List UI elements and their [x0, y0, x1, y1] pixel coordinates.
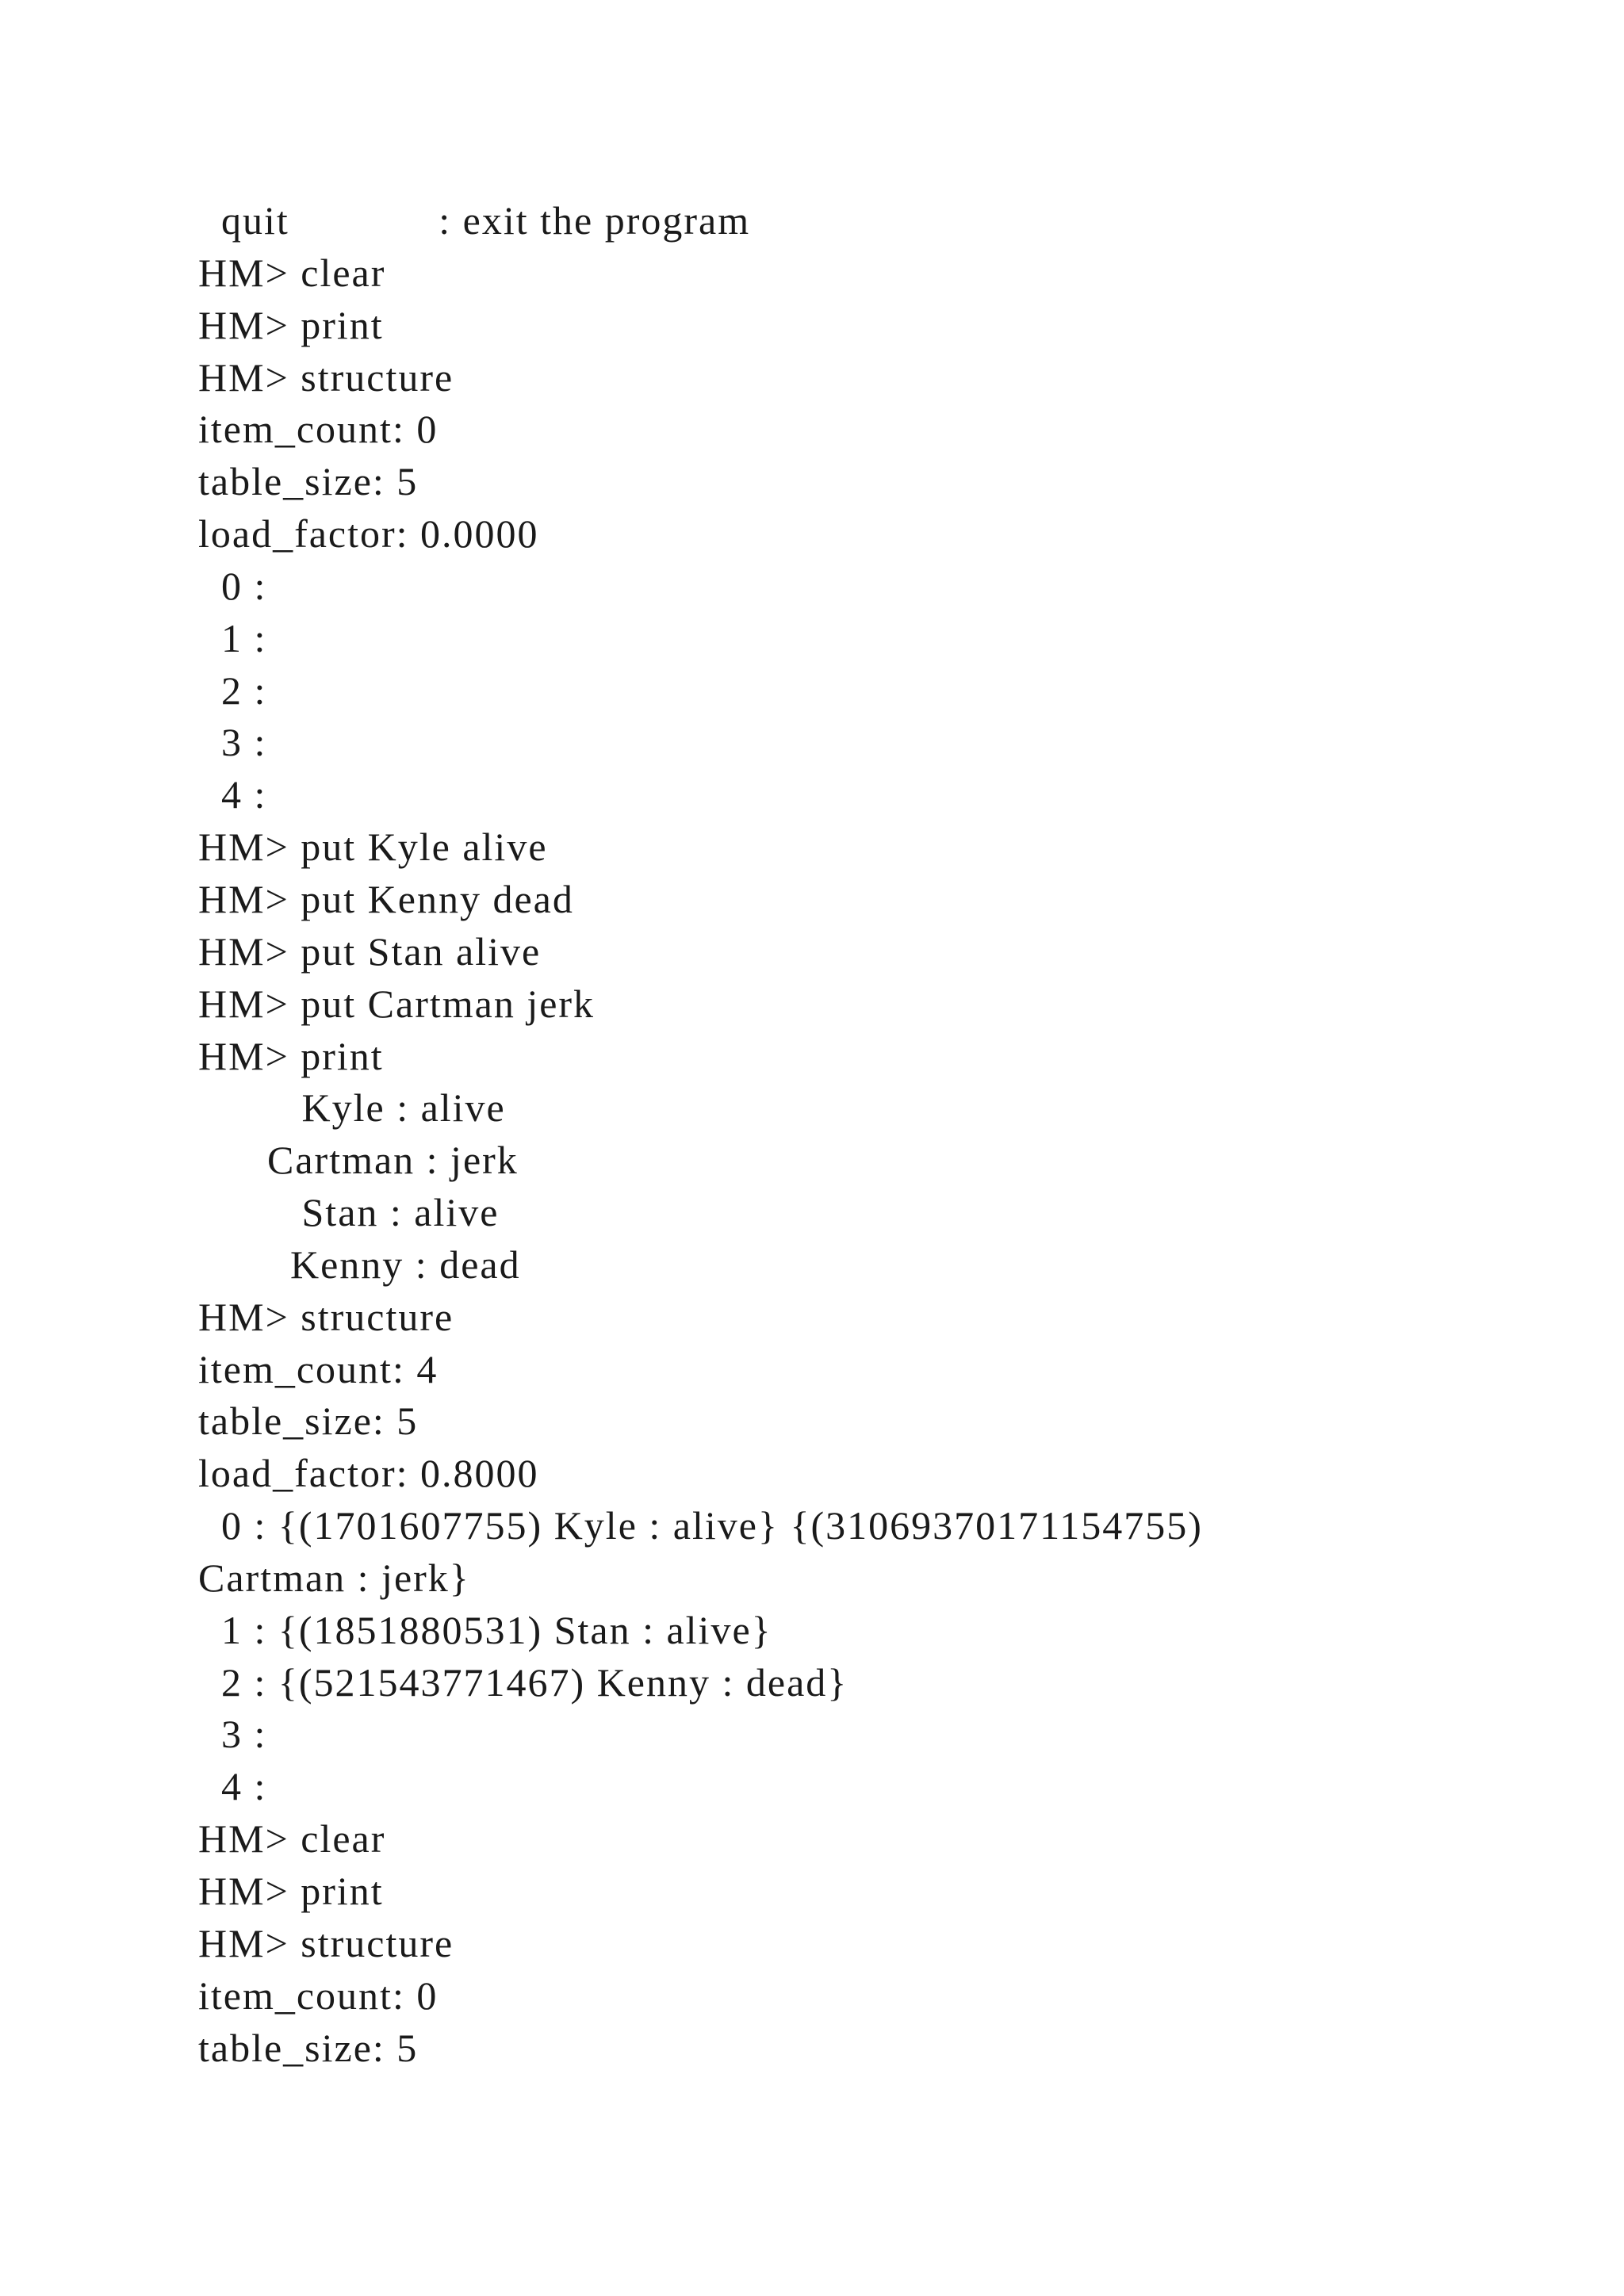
output-line: Kyle : alive: [198, 1085, 506, 1131]
output-line: item_count: 0: [198, 1973, 439, 2018]
bucket-line: 1 :: [198, 615, 278, 660]
command-line: HM> put Kyle alive: [198, 825, 548, 870]
output-line: Stan : alive: [198, 1190, 500, 1235]
output-line: item_count: 4: [198, 1346, 439, 1391]
help-line-quit: quit : exit the program: [198, 198, 751, 243]
command-line: HM> structure: [198, 1920, 454, 1965]
bucket-line: 3 :: [198, 1712, 278, 1757]
command-line: HM> put Kenny dead: [198, 876, 574, 921]
command-line: HM> print: [198, 1033, 384, 1078]
terminal-transcript: [198, 195, 1594, 2074]
bucket-line: 4 :: [198, 772, 278, 817]
command-line: HM> put Stan alive: [198, 928, 542, 974]
bucket-line: 0 : {(1701607755) Kyle : alive} {(31069370171154755): [198, 1503, 1203, 1548]
output-line: Cartman : jerk: [198, 1138, 519, 1183]
output-line: table_size: 5: [198, 459, 419, 504]
bucket-continuation-line: Cartman : jerk}: [198, 1555, 470, 1600]
command-line: HM> structure: [198, 354, 454, 400]
command-line: HM> clear: [198, 1816, 386, 1862]
bucket-line: 2 : {(521543771467) Kenny : dead}: [198, 1659, 848, 1705]
output-line: load_factor: 0.8000: [198, 1451, 539, 1496]
output-line: table_size: 5: [198, 2025, 419, 2070]
bucket-line: 4 :: [198, 1764, 278, 1809]
command-line: HM> put Cartman jerk: [198, 981, 596, 1026]
bucket-line: 1 : {(1851880531) Stan : alive}: [198, 1607, 772, 1652]
bucket-line: 0 :: [198, 563, 278, 608]
command-line: HM> print: [198, 1869, 384, 1913]
bucket-line: 2 :: [198, 668, 278, 713]
bucket-line: 3 :: [198, 720, 278, 765]
output-line: Kenny : dead: [198, 1242, 521, 1287]
command-line: HM> print: [198, 302, 384, 347]
output-line: load_factor: 0.0000: [198, 511, 539, 557]
output-line: table_size: 5: [198, 1399, 419, 1444]
command-line: HM> clear: [198, 250, 386, 295]
output-line: item_count: 0: [198, 407, 439, 452]
command-line: HM> structure: [198, 1294, 454, 1339]
